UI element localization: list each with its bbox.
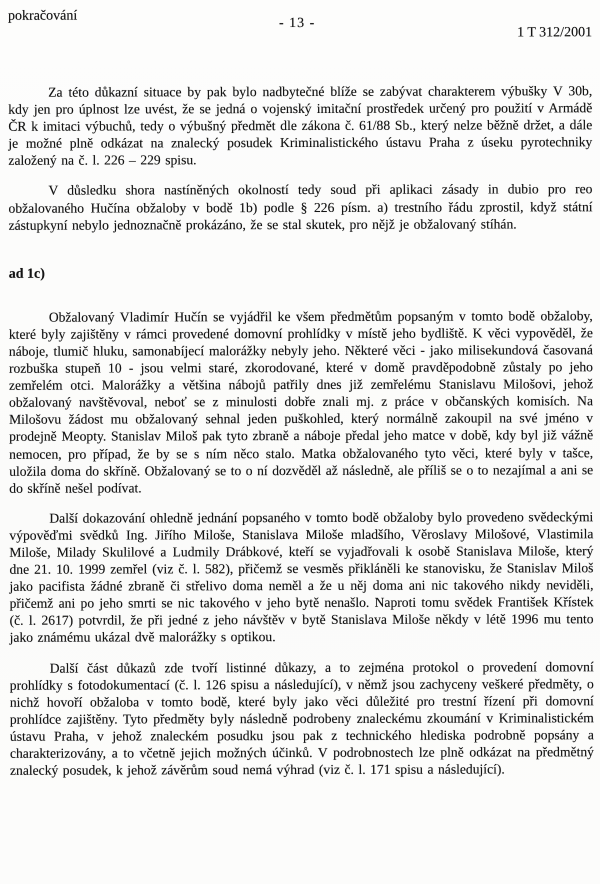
case-number: 1 T 312/2001	[517, 25, 593, 41]
page-header	[8, 7, 592, 55]
paragraph-documentary-evidence: Další část důkazů zde tvoří listinné důkazy, a to zejména protokol o provedení domovní prohlídky s fotodokumentací (č. l. 126 spisu a následující), v němž jsou zachyceny veškeré předměty, o nichž hovoří obžaloba v tomto bodě, které byly jako věci důležité pro trestní řízení při domovní prohlídce zajištěny. Tyto předměty byly následně podrobeny znaleckému zkoumání v Kriminalistickém ústavu Praha, v jehož znaleckém posudku jsou pak z technického hlediska podrobně popsány a charakterizovány, a to včetně jejich možných účinků. V podrobnostech lze plně odkázat na předmětný znalecký posudek, k jehož závěrům soud nemá výhrad (viz č. l. 171 spisu a následující).	[9, 658, 594, 778]
section-heading-ad-1c: ad 1c)	[8, 266, 45, 282]
page-number: - 13 -	[278, 15, 316, 32]
paragraph-defendant-statement: Obžalovaný Vladimír Hučín se vyjádřil ke všem předmětům popsaným v tomto bodě obžaloby, které byly zajištěny v rámci provedené domovní prohlídky v místě jeho bydliště. K věci vypověděl, že náboje, tlumič hluku, samonabíjecí malorážky nebyly jeho. Některé věci - jako milisekundová časovaná rozbuška stupeň 10 - jsou velmi staré, zkorodované, které v domě pravděpodobně zůstaly po jeho zemřelém otci. Malorážky a většina nábojů patřily dnes již zemřelému Stanislavu Milošovi, jehož obžalovaný navštěvoval, neboť se z minulosti dobře znali mj. z práce v občanských komisích. Na Milošovu žádost mu obžalovaný sehnal jeden puškohled, který normálně zakoupil na své jméno v prodejně Meopty. Stanislav Miloš pak tyto zbraně a náboje předal jeho matce v době, kdy byl již vážně nemocen, pro případ, že by se s ním něco stalo. Matka obžalovaného tyto věci, které byly v tašce, uložila doma do skříně. Obžalovaný se to o ní dozvěděl až následně, ale příliš se o to nezajímal a ani se do skříně nešel podívat.	[8, 307, 594, 496]
paragraph-explosive-character: Za této důkazní situace by pak bylo nadbytečné blíže se zabývat charakterem výbušky V 30b, kdy jen pro úplnost lze uvést, že se jedná o vojenský imitační prostředek určený pro použití v Armádě ČR k imitaci výbuchů, tedy o výbušný předmět dle zákona č. 61/88 Sb., který nelze běžně držet, a dále je možné plně odkázat na znalecký posudek Kriminalistického ústavu Praha z úseku pyrotechniky založený na č. l. 226 – 229 spisu.	[8, 83, 593, 169]
continuation-label: pokračování	[8, 8, 78, 24]
paragraph-acquittal-in-dubio-pro-reo: V důsledku shora nastíněných okolností tedy soud při aplikaci zásady in dubio pro reo obžalovaného Hučína obžaloby v bodě 1b) podle § 226 písm. a) trestního řádu zprostil, když státní zástupkyní nebylo jednoznačně prokázáno, že se stal skutek, pro nějž je obžalovaný stíhán.	[8, 181, 593, 233]
document-body	[8, 82, 594, 779]
paragraph-witness-testimony: Další dokazování ohledně jednání popsaného v tomto bodě obžaloby bylo provedeno svědeckými výpověďmi svědků Ing. Jiřího Miloše, Stanislava Miloše mladšího, Věroslavy Milošové, Vlastimila Miloše, Milady Skulilové a Ludmily Drábkové, kteří se vyjadřovali k osobě Stanislava Miloše, který dne 21. 10. 1999 zemřel (viz č. l. 582), přičemž se vesměs přikláněli ke stanovisku, že Stanislav Miloš jako pacifista žádné zbraně či střelivo doma neměl a že u něj doma ani nic takového nikdy neviděli, přičemž ani po jeho smrti se nic takového v jeho bytě nenašlo. Naproti tomu svědek František Křístek (č. l. 2617) potvrdil, že při jedné z jeho návštěv v bytě Stanislava Miloše někdy v létě 1996 mu tento jako známému ukázal dvě malorážky s optikou.	[9, 509, 594, 646]
